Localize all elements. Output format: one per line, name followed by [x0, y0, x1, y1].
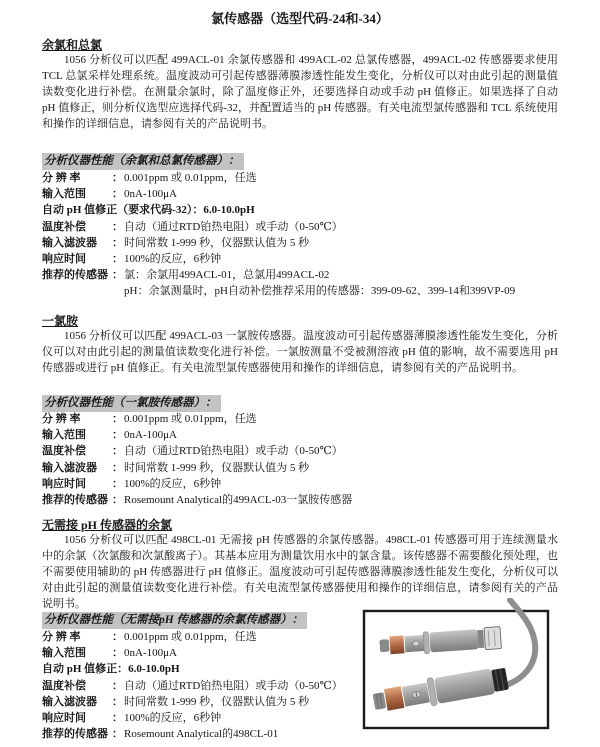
- section-heading-free-chlorine-no-ph: 无需接 pH 传感器的余氯: [42, 518, 173, 532]
- spec-label: 分 辨 率: [42, 172, 81, 184]
- spec-label: 温度补偿: [42, 220, 86, 233]
- spec-value: 0nA-100μA: [124, 429, 177, 442]
- spec-row-input-range: 输入范围 ： 0nA-100μA: [42, 645, 360, 661]
- spec-label: 输入滤波器: [42, 461, 97, 474]
- spec-row-recommended-sensors: 推荐的传感器 ： Rosemount Analytical的499ACL-03一氯胺传感器: [42, 492, 558, 508]
- spec-heading-wrap: [42, 151, 558, 170]
- spec-heading: 分析仪器性能（余氯和总氯传感器）：: [42, 153, 244, 170]
- sensor-photo-figure: [362, 598, 552, 736]
- spec-label: 输入滤波器: [42, 236, 97, 249]
- spec-label: 分 辨 率: [42, 631, 81, 643]
- spec-value: 自动（通过RTD铂热电阻）或手动（0-50℃）: [124, 445, 343, 458]
- spec-row-input-range: 输入范围 ： 0nA-100μA: [42, 427, 558, 443]
- spec-value: pH：余氯测量时，pH自动补偿推荐采用的传感器：399-09-62、399-14和399VP-09: [124, 285, 516, 298]
- spec-label: 输入范围: [42, 647, 86, 660]
- spec-row-recommended-ph-sensors: [42, 283, 558, 299]
- page-title: 氯传感器（选型代码-24和-34）: [211, 11, 389, 26]
- spec-value: 0.001ppm 或 0.01ppm，任选: [124, 413, 257, 425]
- spec-label: 推荐的传感器: [42, 728, 108, 741]
- spec-table-3: [42, 629, 360, 742]
- spec-row-response-time: 响应时间 ： 100%的反应，6秒钟: [42, 251, 558, 267]
- spec-value: 0.001ppm 或 0.01ppm，任选: [124, 631, 257, 643]
- spec-row-input-filter: 输入滤波器 ： 时间常数 1-999 秒，仪器默认值为 5 秒: [42, 460, 558, 476]
- spec-row-input-filter: 输入滤波器 ： 时间常数 1-999 秒，仪器默认值为 5 秒: [42, 235, 558, 251]
- section-paragraph: 1056 分析仪可以匹配 499ACL-01 余氯传感器和 499ACL-02 总氯传感器，499ACL-02 传感器要求使用 TCL 总氯采样处理系统。温度波动可引起传感器薄膜渗透性能发生变化，分析仪可以对由此引起的测量值读数变化进行补偿。在测量余氯时，除了温度修正外，还要选择自动或手动 pH 值修正。如果选择了自动 pH 值修正，则分析仪选型应选择代码-32，并配置适当的 pH 传感器。有关电流型氯传感器和 TCL 系统使用和操作的详细信息，请参阅有关的产品说明书。: [42, 54, 558, 130]
- spec-value: 时间常数 1-999 秒，仪器默认值为 5 秒: [124, 236, 310, 249]
- spec-label: 输入范围: [42, 429, 86, 442]
- spec-value: 自动（通过RTD铂热电阻）或手动（0-50℃）: [124, 679, 343, 692]
- spec-row-temp-compensation: 温度补偿 ： 自动（通过RTD铂热电阻）或手动（0-50℃）: [42, 443, 558, 459]
- spec-row-response-time: 响应时间 ： 100%的反应，6秒钟: [42, 476, 558, 492]
- spec-label: 自动 pH 值修正（要求代码-32）：6.0-10.0pH: [42, 204, 255, 217]
- spec-value: 时间常数 1-999 秒，仪器默认值为 5 秒: [124, 461, 310, 474]
- sensor-photo: [362, 598, 552, 736]
- spec-label: 推荐的传感器: [42, 493, 108, 506]
- section-heading-monochloramine: 一氯胺: [42, 314, 79, 328]
- spec-label: 推荐的传感器: [42, 269, 108, 282]
- spec-label: 输入范围: [42, 188, 86, 201]
- spec-value: 100%的反应，6秒钟: [124, 711, 222, 724]
- spec-row-input-filter: 输入滤波器 ： 时间常数 1-999 秒，仪器默认值为 5 秒: [42, 694, 360, 710]
- spec-label: 自动 pH 值修正：6.0-10.0pH: [42, 663, 180, 676]
- spec-row-recommended-sensors: 推荐的传感器 ： Rosemount Analytical的498CL-01: [42, 726, 360, 742]
- spec-value: 0nA-100μA: [124, 647, 177, 660]
- spec-row-resolution: 分 辨 率 ： 0.001ppm 或 0.01ppm，任选: [42, 629, 360, 645]
- spec-value: 时间常数 1-999 秒，仪器默认值为 5 秒: [124, 695, 310, 708]
- spec-row-auto-ph-correction: [42, 661, 360, 677]
- section-paragraph: 1056 分析仪可以匹配 498CL-01 无需接 pH 传感器的余氯传感器。498CL-01 传感器可用于连续测量水中的余氯（次氯酸和次氯酸离子）。其基本应用为测量饮用水中的氯含量。该传感器不需要酸化预处理，也不需要使用辅助的 pH 传感器进行 pH 值修正。温度波动可引起传感器薄膜渗透性能发生变化，分析仪可以对由此引起的测量值读数变化进行补偿。有关电流型氯传感器使用和操作的详细信息，请参阅有关的产品说明书。: [42, 534, 558, 610]
- spec-row-recommended-sensors: 推荐的传感器 ： 氯：余氯用499ACL-01，总氯用499ACL-02: [42, 267, 558, 283]
- spec-value: 100%的反应，6秒钟: [124, 252, 222, 265]
- spec-row-resolution: 分 辨 率 ： 0.001ppm 或 0.01ppm，任选: [42, 411, 558, 427]
- spec-value: 氯：余氯用499ACL-01，总氯用499ACL-02: [124, 269, 330, 282]
- spec-row-temp-compensation: 温度补偿 ： 自动（通过RTD铂热电阻）或手动（0-50℃）: [42, 678, 360, 694]
- spec-table-2: [42, 411, 558, 508]
- spec-label: 温度补偿: [42, 445, 86, 458]
- spec-value: Rosemount Analytical的498CL-01: [124, 728, 279, 741]
- spec-row-temp-compensation: 温度补偿 ： 自动（通过RTD铂热电阻）或手动（0-50℃）: [42, 219, 558, 235]
- spec-label: 温度补偿: [42, 679, 86, 692]
- spec-label: 响应时间: [42, 711, 86, 724]
- spec-row-resolution: 分 辨 率 ： 0.001ppm 或 0.01ppm，任选: [42, 170, 558, 186]
- spec-label: 响应时间: [42, 477, 86, 490]
- spec-label: 输入滤波器: [42, 695, 97, 708]
- spec-value: 0.001ppm 或 0.01ppm，任选: [124, 172, 257, 184]
- spec-row-input-range: 输入范围 ： 0nA-100μA: [42, 186, 558, 202]
- spec-heading-wrap: [42, 393, 558, 412]
- section-paragraph: 1056 分析仪可以匹配 499ACL-03 一氯胺传感器。温度波动可引起传感器薄膜渗透性能发生变化，分析仪可以对由此引起的测量值读数变化进行补偿。一氯胺测量不受被测溶液 pH 值的影响，故不需要选用 pH 传感器或进行 pH 值修正。有关电流型氯传感器使用和操作的详细信息，请参阅有关的产品说明书。: [42, 330, 558, 374]
- spec-value: 100%的反应，6秒钟: [124, 477, 222, 490]
- spec-table-1: [42, 170, 558, 300]
- spec-label: 分 辨 率: [42, 413, 81, 425]
- spec-heading: 分析仪器性能（一氯胺传感器）：: [42, 395, 221, 412]
- spec-value: 自动（通过RTD铂热电阻）或手动（0-50℃）: [124, 220, 343, 233]
- spec-value: 0nA-100μA: [124, 188, 177, 201]
- section-heading-free-and-total-chlorine: 余氯和总氯: [42, 38, 103, 52]
- spec-row-auto-ph-correction: [42, 202, 558, 218]
- spec-label: 响应时间: [42, 252, 86, 265]
- spec-value: Rosemount Analytical的499ACL-03一氯胺传感器: [124, 493, 353, 506]
- spec-row-response-time: 响应时间 ： 100%的反应，6秒钟: [42, 710, 360, 726]
- spec-heading: 分析仪器性能（无需接pH 传感器的余氯传感器）：: [42, 612, 307, 629]
